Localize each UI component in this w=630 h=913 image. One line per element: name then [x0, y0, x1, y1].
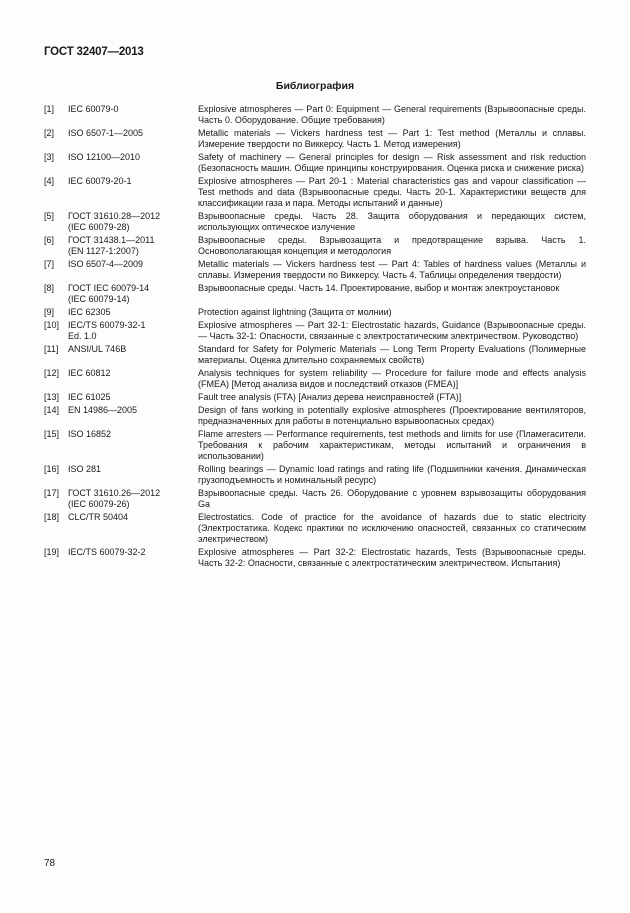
- entry-title: Explosive atmospheres — Part 0: Equipment — General requirements (Взрывоопасные среды. Часть 0. Оборудование. Общие требования): [198, 104, 586, 125]
- entry-number: [16]: [44, 464, 60, 474]
- entry-number: [10]: [44, 320, 60, 330]
- entry-standard-code: [68, 176, 198, 209]
- entry-title: Analysis techniques for system reliability — Procedure for failure mode and effects analysis (FMEA) [Метод анализа видов и последствий отказов (FMEA)]: [198, 368, 586, 389]
- bibliography-entry: [44, 405, 586, 427]
- entry-number: [4]: [44, 176, 55, 186]
- entry-number: [17]: [44, 488, 60, 498]
- entry-standard-code: [68, 211, 198, 233]
- entry-title: Electrostatics. Code of practice for the avoidance of hazards due to static electricity (Электростатика. Кодекс практики по исключению опасностей, связанных со статическим электричеством): [198, 512, 586, 544]
- entry-title: Safety of machinery — General principles for design — Risk assessment and risk reduction (Безопасность машин. Общие принципы конструирования. Оценка риска и снижение риска): [198, 152, 586, 173]
- bibliography-entry: [44, 320, 586, 342]
- bibliography-list: [44, 104, 586, 571]
- standard-code-line: IEC/TS 60079-32-2: [68, 547, 146, 557]
- bibliography-entry: [44, 429, 586, 462]
- entry-number: [6]: [44, 235, 55, 245]
- entry-standard-code: [68, 104, 198, 126]
- bibliography-entry: [44, 104, 586, 126]
- standard-code-line: IEC/TS 60079-32-1: [68, 320, 146, 330]
- entry-title: Metallic materials — Vickers hardness test — Part 1: Test method (Металлы и сплавы. Измерение твердости по Виккерсу. Часть 1. Метод измерения): [198, 128, 586, 149]
- entry-title: Взрывоопасные среды. Взрывозащита и предотвращение взрыва. Часть 1. Основополагающая концепция и методология: [198, 235, 586, 256]
- entry-title: Metallic materials — Vickers hardness test — Part 4: Tables of hardness values (Металлы и сплавы. Измерения твердости по Виккерсу. Часть 4. Таблицы определения твердости): [198, 259, 586, 280]
- entry-number: [11]: [44, 344, 59, 354]
- page-number: 78: [44, 858, 56, 869]
- entry-number: [2]: [44, 128, 55, 138]
- entry-number: [15]: [44, 429, 60, 439]
- entry-number: [1]: [44, 104, 55, 114]
- document-code-header: ГОСТ 32407—2013: [44, 46, 144, 58]
- entry-number: [3]: [44, 152, 55, 162]
- standard-code-line: IEC 60079-0: [68, 104, 119, 114]
- bibliography-entry: [44, 512, 586, 545]
- entry-standard-code: [68, 464, 198, 486]
- entry-title: Design of fans working in potentially explosive atmospheres (Проектирование вентиляторов, предназначенных для работы в потенциально взрывоопасных средах): [198, 405, 586, 426]
- entry-standard-code: [68, 320, 198, 342]
- entry-standard-code: [68, 405, 198, 427]
- standard-code-line: Ed. 1.0: [68, 331, 97, 341]
- entry-standard-code: [68, 488, 198, 510]
- standard-code-line: ANSI/UL 746B: [68, 344, 127, 354]
- entry-number: [5]: [44, 211, 55, 221]
- entry-title: Standard for Safety for Polymeric Materials — Long Term Property Evaluations (Полимерные материалы. Оценка длительно сохраняемых свойств): [198, 344, 586, 365]
- standard-code-line: IEC 61025: [68, 392, 111, 402]
- entry-standard-code: [68, 429, 198, 462]
- standard-code-line: IEC 62305: [68, 307, 111, 317]
- entry-title: Explosive atmospheres — Part 32-1: Electrostatic hazards, Guidance (Взрывоопасные среды. — Часть 32-1: Опасности, связанные с электростатическим электричеством. Руководство): [198, 320, 586, 341]
- bibliography-entry: [44, 392, 586, 403]
- bibliography-entry: [44, 259, 586, 281]
- bibliography-entry: [44, 307, 586, 318]
- entry-number: [7]: [44, 259, 55, 269]
- entry-number: [9]: [44, 307, 55, 317]
- standard-code-line: IEC 60812: [68, 368, 111, 378]
- standard-code-line: ISO 6507-1—2005: [68, 128, 144, 138]
- standard-code-line: ГОСТ 31438.1—2011: [68, 235, 155, 245]
- bibliography-entry: [44, 488, 586, 510]
- standard-code-line: ГОСТ IEC 60079-14: [68, 283, 150, 293]
- entry-standard-code: [68, 283, 198, 305]
- entry-title: Explosive atmospheres — Part 20-1 : Material characteristics gas and vapour classification — Test methods and data (Взрывоопасные среды. Часть 20-1. Характеристики веществ для классификации газа и пара. Методы испытаний и данные): [198, 176, 586, 208]
- entry-standard-code: [68, 128, 198, 150]
- entry-number: [18]: [44, 512, 60, 522]
- bibliography-entry: [44, 176, 586, 209]
- entry-number: [14]: [44, 405, 60, 415]
- entry-title: Rolling bearings — Dynamic load ratings and rating life (Подшипники качения. Динамическая грузоподъемность и номинальный ресурс): [198, 464, 586, 485]
- entry-standard-code: [68, 259, 198, 281]
- entry-title: Protection against lightning (Защита от молнии): [198, 307, 392, 317]
- standard-code-line: CLC/TR 50404: [68, 512, 129, 522]
- standard-code-line: (IEC 60079-28): [68, 222, 130, 232]
- entry-title: Explosive atmospheres — Part 32-2: Electrostatic hazards, Tests (Взрывоопасные среды. Часть 32-2: Опасности, связанные с электростатическим электричеством. Испытания): [198, 547, 586, 568]
- standard-code-line: (EN 1127-1:2007): [68, 246, 139, 256]
- entry-number: [8]: [44, 283, 55, 293]
- bibliography-entry: [44, 344, 586, 366]
- entry-standard-code: [68, 392, 198, 403]
- standard-code-line: ГОСТ 31610.26—2012: [68, 488, 161, 498]
- entry-number: [13]: [44, 392, 60, 402]
- entry-standard-code: [68, 368, 198, 390]
- bibliography-entry: [44, 128, 586, 150]
- bibliography-entry: [44, 464, 586, 486]
- entry-number: [19]: [44, 547, 60, 557]
- standard-code-line: IEC 60079-20-1: [68, 176, 132, 186]
- bibliography-entry: [44, 283, 586, 305]
- entry-title: Взрывоопасные среды. Часть 28. Защита оборудования и передающих систем, использующих оптическое излучение: [198, 211, 586, 232]
- entry-title: Fault tree analysis (FTA) [Анализ дерева неисправностей (FTA)]: [198, 392, 462, 402]
- bibliography-title: Библиография: [275, 80, 355, 92]
- entry-standard-code: [68, 235, 198, 257]
- standard-code-line: (IEC 60079-26): [68, 499, 130, 509]
- bibliography-entry: [44, 547, 586, 569]
- standard-code-line: ISO 281: [68, 464, 102, 474]
- bibliography-entry: [44, 235, 586, 257]
- entry-standard-code: [68, 344, 198, 366]
- bibliography-entry: [44, 211, 586, 233]
- entry-standard-code: [68, 307, 198, 318]
- entry-standard-code: [68, 152, 198, 174]
- standard-code-line: EN 14986—2005: [68, 405, 138, 415]
- entry-title: Flame arresters — Performance requirements, test methods and limits for use (Пламегасители. Требования к рабочим характеристикам, методы испытаний и ограничения в использовании): [198, 429, 586, 461]
- entry-standard-code: [68, 512, 198, 545]
- bibliography-entry: [44, 368, 586, 390]
- standard-code-line: ISO 16852: [68, 429, 112, 439]
- entry-number: [12]: [44, 368, 60, 378]
- entry-title: Взрывоопасные среды. Часть 26. Оборудование с уровнем взрывозащиты оборудования Ga: [198, 488, 586, 509]
- standard-code-line: (IEC 60079-14): [68, 294, 130, 304]
- standard-code-line: ISO 12100—2010: [68, 152, 141, 162]
- bibliography-entry: [44, 152, 586, 174]
- standard-code-line: ISO 6507-4—2009: [68, 259, 144, 269]
- standard-code-line: ГОСТ 31610.28—2012: [68, 211, 161, 221]
- entry-standard-code: [68, 547, 198, 569]
- entry-title: Взрывоопасные среды. Часть 14. Проектирование, выбор и монтаж электроустановок: [198, 283, 560, 293]
